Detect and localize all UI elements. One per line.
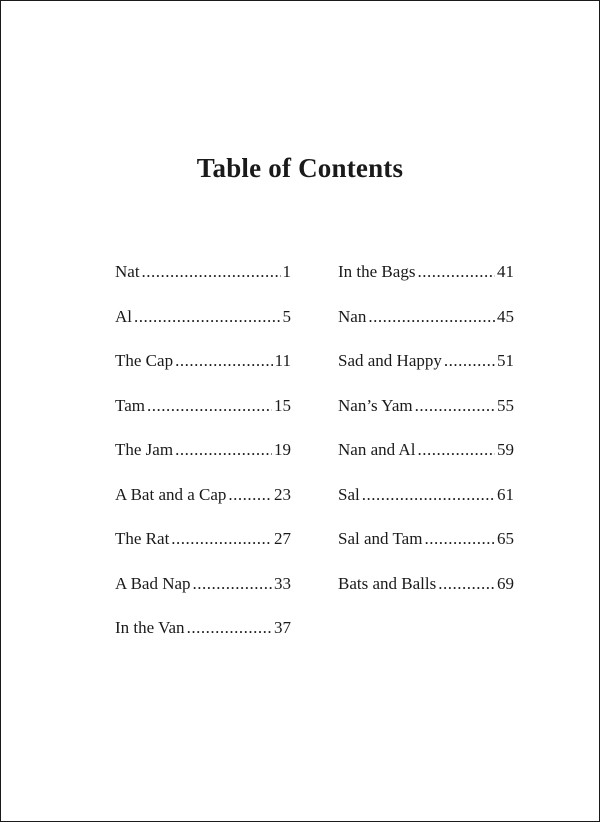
toc-entry — [115, 262, 291, 307]
toc-entry-page: 23 — [274, 484, 291, 504]
dot-leader — [417, 262, 495, 282]
dot-leader — [424, 529, 495, 549]
dot-leader — [175, 440, 272, 460]
toc-entry-page: 55 — [497, 395, 514, 415]
toc-entry-title: Nan and Al — [338, 440, 416, 459]
dot-leader — [147, 396, 272, 416]
toc-entry-page: 33 — [274, 573, 291, 593]
page-title: Table of Contents — [196, 153, 404, 183]
toc-entry-page: 69 — [497, 573, 514, 593]
toc-entry-page: 51 — [497, 351, 514, 370]
toc-entry-title: Al — [115, 306, 132, 326]
dot-leader — [368, 307, 495, 327]
toc-entry — [115, 485, 291, 530]
toc-entry-title: Sad and Happy — [338, 351, 442, 370]
toc-entry-page: 45 — [497, 306, 514, 326]
dot-leader — [171, 529, 272, 549]
dot-leader — [187, 618, 272, 638]
toc-entry-title: Nan’s Yam — [338, 395, 413, 415]
dot-leader — [142, 262, 281, 282]
toc-entry — [338, 440, 514, 485]
toc-entry — [338, 574, 514, 619]
toc-entry-title: Nat — [115, 262, 140, 281]
toc-entry-title: Sal — [338, 484, 360, 504]
toc-entry — [338, 396, 514, 441]
toc-column-right — [338, 262, 514, 618]
toc-entry-title: Nan — [338, 306, 367, 326]
toc-entry-title: In the Bags — [338, 262, 416, 281]
toc-column-left — [115, 262, 291, 663]
toc-entry-title: Bats and Balls — [338, 573, 437, 593]
toc-entry-title: In the Van — [115, 618, 185, 637]
toc-entry-title: The Cap — [115, 351, 174, 370]
toc-entry-page: 61 — [497, 484, 514, 504]
dot-leader — [175, 351, 273, 371]
dot-leader — [415, 396, 495, 416]
toc-entry — [338, 485, 514, 530]
toc-entry-title: Sal and Tam — [338, 529, 423, 548]
toc-entry — [115, 396, 291, 441]
toc-entry — [115, 351, 291, 396]
dot-leader — [438, 574, 495, 594]
toc-entry-page: 41 — [497, 262, 514, 281]
toc-entry — [338, 351, 514, 396]
toc-entry-title: A Bad Nap — [115, 573, 191, 593]
toc-entry — [115, 440, 291, 485]
toc-entry-title: The Rat — [115, 529, 170, 548]
toc-entry-page: 19 — [274, 440, 291, 459]
toc-entry — [338, 307, 514, 352]
dot-leader — [134, 307, 281, 327]
toc-entry-page: 27 — [274, 529, 291, 548]
toc-entry — [115, 529, 291, 574]
toc-entry-page: 37 — [274, 618, 291, 637]
toc-entry-page: 1 — [282, 262, 291, 281]
toc-entry-title: The Jam — [115, 440, 174, 459]
toc-entry-page: 59 — [497, 440, 514, 459]
dot-leader — [444, 351, 495, 371]
dot-leader — [228, 485, 272, 505]
toc-entry — [115, 618, 291, 663]
toc-entry-title: A Bat and a Cap — [115, 484, 227, 504]
toc-entry-title: Tam — [115, 395, 145, 415]
toc-entry — [338, 262, 514, 307]
toc-entry-page: 11 — [274, 351, 291, 370]
toc-entry-page: 5 — [282, 306, 291, 326]
toc-entry-page: 15 — [274, 395, 291, 415]
toc-entry-page: 65 — [497, 529, 514, 548]
dot-leader — [193, 574, 272, 594]
dot-leader — [417, 440, 495, 460]
dot-leader — [362, 485, 495, 505]
toc-entry — [115, 307, 291, 352]
toc-entry — [338, 529, 514, 574]
toc-entry — [115, 574, 291, 619]
